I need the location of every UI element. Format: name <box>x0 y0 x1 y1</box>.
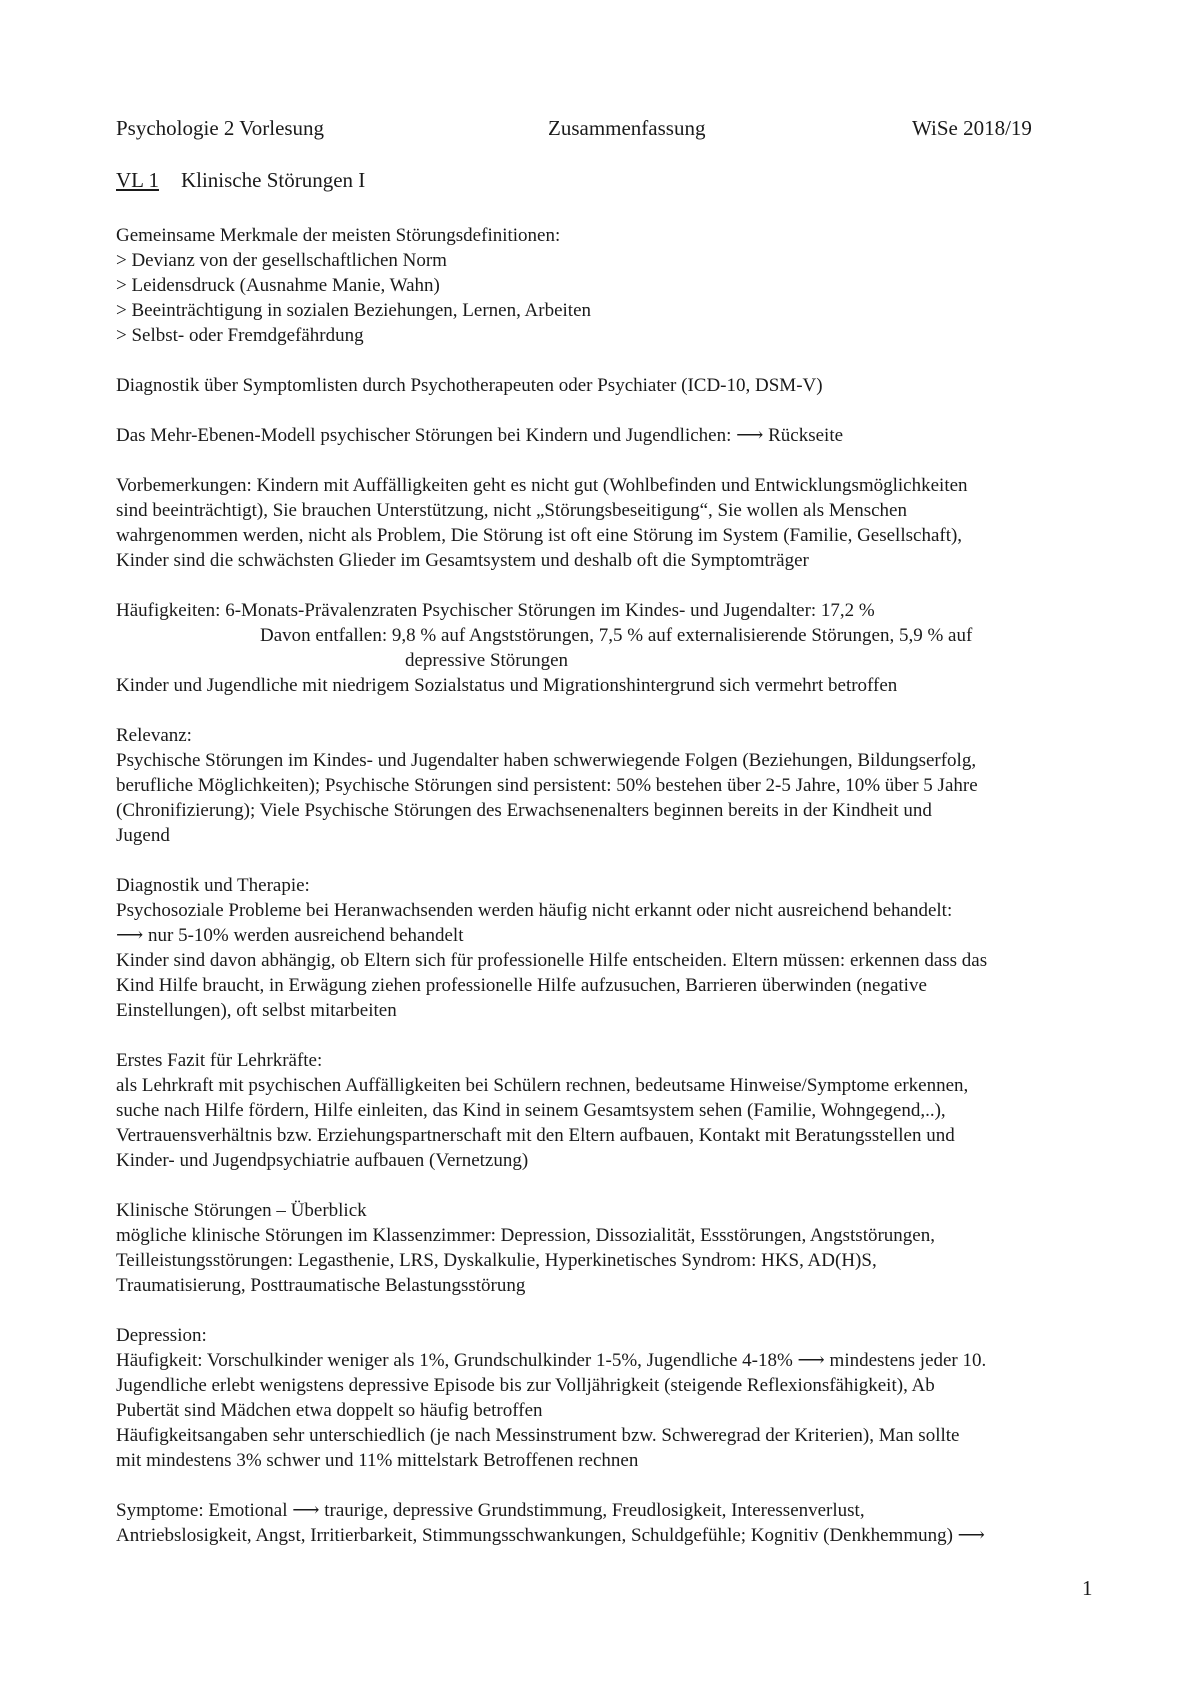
text-line: Das Mehr-Ebenen-Modell psychischer Störungen bei Kindern und Jugendlichen: ⟶ Rückseite <box>116 425 844 446</box>
text-line: Klinische Störungen – Überblick <box>116 1200 367 1221</box>
paragraph-merkmale <box>116 223 1096 348</box>
text-line: Gemeinsame Merkmale der meisten Störungsdefinitionen: <box>116 225 561 246</box>
page-number: 1 <box>1082 1576 1093 1600</box>
list-item: > Selbst- oder Fremdgefährdung <box>116 325 364 346</box>
text-line: wahrgenommen werden, nicht als Problem, Die Störung ist oft eine Störung im System (Familie, Gesellschaft), <box>116 525 963 546</box>
text-line: Jugend <box>116 825 170 846</box>
list-item: > Devianz von der gesellschaftlichen Norm <box>116 250 447 271</box>
paragraph-depression <box>116 1323 1096 1473</box>
text-line: Kinder sind die schwächsten Glieder im Gesamtsystem und deshalb oft die Symptomträger <box>116 550 809 571</box>
section-heading <box>116 168 1096 198</box>
text-line: mögliche klinische Störungen im Klassenzimmer: Depression, Dissozialität, Essstörungen, Angststörungen, <box>116 1225 935 1246</box>
paragraph-symptome <box>116 1498 1096 1548</box>
text-line: Einstellungen), oft selbst mitarbeiten <box>116 1000 397 1021</box>
paragraph-vorbemerkungen <box>116 473 1096 573</box>
text-line: Depression: <box>116 1325 207 1346</box>
text-line: mit mindestens 3% schwer und 11% mittelstark Betroffenen rechnen <box>116 1450 639 1471</box>
text-line: ⟶ nur 5-10% werden ausreichend behandelt <box>116 925 464 946</box>
paragraph-modell <box>116 423 1096 448</box>
header-doc-type: Zusammenfassung <box>548 116 706 140</box>
paragraph-haeufigkeiten <box>116 598 1096 698</box>
section-number: VL 1 <box>116 168 159 192</box>
list-item: > Leidensdruck (Ausnahme Manie, Wahn) <box>116 275 440 296</box>
text-line: suche nach Hilfe fördern, Hilfe einleiten, das Kind in seinem Gesamtsystem sehen (Familie, Wohngegend,..), <box>116 1100 946 1121</box>
header-course: Psychologie 2 Vorlesung <box>116 116 325 140</box>
text-line: Davon entfallen: 9,8 % auf Angststörungen, 7,5 % auf externalisierende Störungen, 5,9 % auf <box>260 625 973 646</box>
text-line: Häufigkeit: Vorschulkinder weniger als 1%, Grundschulkinder 1-5%, Jugendliche 4-18% ⟶ mindestens jeder 10. <box>116 1350 987 1371</box>
text-line: Erstes Fazit für Lehrkräfte: <box>116 1050 323 1071</box>
paragraph-relevanz <box>116 723 1096 848</box>
text-line: Vertrauensverhältnis bzw. Erziehungspartnerschaft mit den Eltern aufbauen, Kontakt mit Beratungsstellen und <box>116 1125 955 1146</box>
text-line: Kinder und Jugendliche mit niedrigem Sozialstatus und Migrationshintergrund sich vermehrt betroffen <box>116 675 898 696</box>
paragraph-diagnostik-therapie <box>116 873 1096 1023</box>
text-line: Häufigkeitsangaben sehr unterschiedlich (je nach Messinstrument bzw. Schweregrad der Kriterien), Man sollte <box>116 1425 960 1446</box>
text-line: Symptome: Emotional ⟶ traurige, depressive Grundstimmung, Freudlosigkeit, Interessenverlust, <box>116 1500 865 1521</box>
text-line: Kind Hilfe braucht, in Erwägung ziehen professionelle Hilfe aufzusuchen, Barrieren überwinden (negative <box>116 975 927 996</box>
text-line: Traumatisierung, Posttraumatische Belastungsstörung <box>116 1275 526 1296</box>
text-line: Pubertät sind Mädchen etwa doppelt so häufig betroffen <box>116 1400 543 1421</box>
text-line: berufliche Möglichkeiten); Psychische Störungen sind persistent: 50% bestehen über 2-5 Jahre, 10% über 5 Jahre <box>116 775 978 796</box>
list-item: > Beeinträchtigung in sozialen Beziehungen, Lernen, Arbeiten <box>116 300 591 321</box>
header-semester: WiSe 2018/19 <box>912 116 1032 140</box>
text-line: Relevanz: <box>116 725 192 746</box>
text-line: Diagnostik über Symptomlisten durch Psychotherapeuten oder Psychiater (ICD-10, DSM-V) <box>116 375 823 396</box>
text-line: Teilleistungsstörungen: Legasthenie, LRS, Dyskalkulie, Hyperkinetisches Syndrom: HKS, AD(H)S, <box>116 1250 877 1271</box>
text-line: Vorbemerkungen: Kindern mit Auffälligkeiten geht es nicht gut (Wohlbefinden und Entwicklungsmöglichkeiten <box>116 475 968 496</box>
text-line: sind beeinträchtigt), Sie brauchen Unterstützung, nicht „Störungsbeseitigung“, Sie wollen als Menschen <box>116 500 907 521</box>
text-line: Antriebslosigkeit, Angst, Irritierbarkeit, Stimmungsschwankungen, Schuldgefühle; Kognitiv (Denkhemmung) ⟶ <box>116 1525 985 1546</box>
text-line: Diagnostik und Therapie: <box>116 875 310 896</box>
paragraph-ueberblick <box>116 1198 1096 1298</box>
text-line: als Lehrkraft mit psychischen Auffälligkeiten bei Schülern rechnen, bedeutsame Hinweise/Symptome erkennen, <box>116 1075 969 1096</box>
paragraph-diagnostik <box>116 373 1096 398</box>
paragraph-fazit <box>116 1048 1096 1173</box>
text-line: Kinder sind davon abhängig, ob Eltern sich für professionelle Hilfe entscheiden. Eltern müssen: erkennen dass das <box>116 950 988 971</box>
text-line: depressive Störungen <box>405 650 569 671</box>
text-line: Jugendliche erlebt wenigstens depressive Episode bis zur Volljährigkeit (steigende Reflexionsfähigkeit), Ab <box>116 1375 935 1396</box>
page-header <box>116 116 1096 146</box>
section-title: Klinische Störungen I <box>180 168 366 192</box>
text-line: Psychosoziale Probleme bei Heranwachsenden werden häufig nicht erkannt oder nicht ausreichend behandelt: <box>116 900 953 921</box>
document-page <box>116 116 1096 1548</box>
text-line: Häufigkeiten: 6-Monats-Prävalenzraten Psychischer Störungen im Kindes- und Jugendalter: 17,2 % <box>116 600 875 621</box>
text-line: Kinder- und Jugendpsychiatrie aufbauen (Vernetzung) <box>116 1150 529 1171</box>
text-line: (Chronifizierung); Viele Psychische Störungen des Erwachsenenalters beginnen bereits in der Kindheit und <box>116 800 932 821</box>
text-line: Psychische Störungen im Kindes- und Jugendalter haben schwerwiegende Folgen (Beziehungen, Bildungserfolg, <box>116 750 977 771</box>
